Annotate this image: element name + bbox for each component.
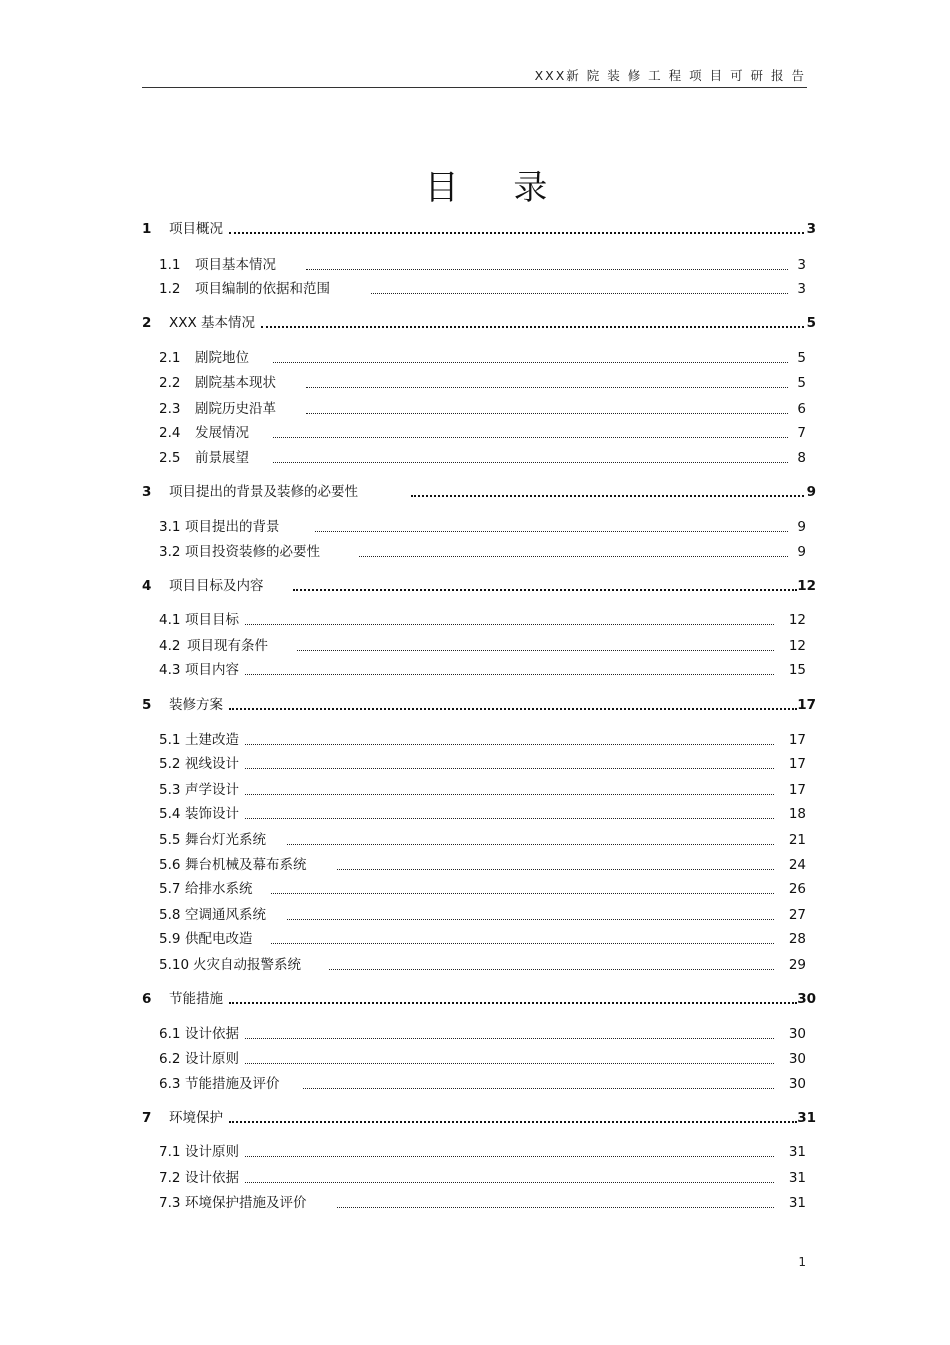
toc-leader: [306, 387, 788, 388]
toc-title: 土建改造: [185, 732, 239, 748]
toc-entry-7-2[interactable]: [159, 1167, 806, 1187]
toc-number: 5.8: [159, 907, 181, 923]
toc-title: 剧院历史沿革: [195, 401, 276, 417]
toc-leader: [337, 1207, 774, 1208]
toc-leader: [245, 1063, 774, 1064]
toc-leader: [245, 1182, 774, 1183]
toc-number: 7.2: [159, 1170, 181, 1186]
toc-number: 4.3: [159, 662, 181, 678]
toc-number: 5.7: [159, 881, 181, 897]
toc-page: 12: [788, 612, 806, 628]
toc-title: 项目概况: [169, 221, 223, 237]
toc-leader: [273, 437, 788, 438]
toc-entry-5-6[interactable]: [159, 854, 806, 874]
running-header: XXX新 院 装 修 工 程 项 目 可 研 报 告: [534, 68, 806, 83]
toc-entry-2-4[interactable]: [159, 422, 806, 442]
toc-leader: [245, 768, 774, 769]
toc-entry-2[interactable]: [142, 312, 816, 332]
toc-title: 项目目标: [185, 612, 239, 628]
toc-title: 项目编制的依据和范围: [195, 281, 330, 297]
toc-title: 前景展望: [195, 450, 249, 466]
toc-page: 24: [788, 857, 806, 873]
toc-page: 30: [788, 1026, 806, 1042]
toc-title: 节能措施及评价: [185, 1076, 280, 1092]
toc-leader: [245, 744, 774, 745]
toc-entry-4-2[interactable]: [159, 635, 806, 655]
toc-title: 项目基本情况: [195, 257, 276, 273]
toc-number: 7.3: [159, 1195, 181, 1211]
toc-leader: [245, 1038, 774, 1039]
toc-leader: [245, 624, 774, 625]
toc-page: 12: [788, 638, 806, 654]
toc-entry-4-3[interactable]: [159, 659, 806, 679]
toc-number: 4: [142, 578, 152, 594]
toc-page: 27: [788, 907, 806, 923]
toc-entry-5-9[interactable]: [159, 928, 806, 948]
toc-page: 17: [788, 782, 806, 798]
toc-leader: [371, 293, 788, 294]
toc-leader: [261, 326, 804, 328]
toc-number: 2: [142, 315, 152, 331]
toc-number: 7: [142, 1110, 152, 1126]
toc-entry-3[interactable]: [142, 481, 816, 501]
toc-page: 17: [788, 732, 806, 748]
toc-number: 5: [142, 697, 152, 713]
toc-number: 2.3: [159, 401, 181, 417]
toc-page: 8: [797, 450, 806, 466]
toc-leader: [287, 919, 774, 920]
toc-page: 9: [797, 544, 806, 560]
toc-number: 5.1: [159, 732, 181, 748]
toc-entry-5-8[interactable]: [159, 904, 806, 924]
toc-page: 21: [788, 832, 806, 848]
toc-entry-5-10[interactable]: [159, 954, 806, 974]
toc-leader: [337, 869, 774, 870]
toc-entry-3-2[interactable]: [159, 541, 806, 561]
toc-leader: [271, 943, 774, 944]
toc-leader: [329, 969, 774, 970]
toc-page: 31: [788, 1170, 806, 1186]
toc-leader: [303, 1088, 774, 1089]
toc-number: 5.4: [159, 806, 181, 822]
toc-number: 2.2: [159, 375, 181, 391]
toc-title: 项目现有条件: [187, 638, 268, 654]
toc-number: 6.3: [159, 1076, 181, 1092]
toc-entry-5-1[interactable]: [159, 729, 806, 749]
toc-page: 17: [797, 697, 816, 713]
toc-title: 发展情况: [195, 425, 249, 441]
toc-entry-1-2[interactable]: [159, 278, 806, 298]
toc-page: 15: [788, 662, 806, 678]
toc-page: 18: [788, 806, 806, 822]
toc-leader: [245, 674, 774, 675]
toc-leader: [273, 362, 788, 363]
toc-page: 3: [797, 281, 806, 297]
toc-entry-6-1[interactable]: [159, 1023, 806, 1043]
toc-title: 项目提出的背景: [185, 519, 280, 535]
toc-leader: [273, 462, 788, 463]
toc-number: 5.2: [159, 756, 181, 772]
toc-page: 6: [797, 401, 806, 417]
toc-title: 设计原则: [185, 1144, 239, 1160]
toc-number: 1.2: [159, 281, 181, 297]
toc-title: 空调通风系统: [185, 907, 266, 923]
toc-title: 设计依据: [185, 1170, 239, 1186]
toc-title: 环境保护: [169, 1110, 223, 1126]
toc-title: 节能措施: [169, 991, 223, 1007]
toc-page: 3: [797, 257, 806, 273]
toc-entry-5-2[interactable]: [159, 753, 806, 773]
toc-title: 项目内容: [185, 662, 239, 678]
toc-page: 30: [797, 991, 816, 1007]
toc-leader: [229, 1002, 797, 1004]
toc-entry-1[interactable]: [142, 218, 816, 238]
toc-leader: [245, 818, 774, 819]
toc-title: 环境保护措施及评价: [185, 1195, 307, 1211]
toc-entry-7-3[interactable]: [159, 1192, 806, 1212]
toc-leader: [287, 844, 774, 845]
toc-entry-7-1[interactable]: [159, 1141, 806, 1161]
toc-title: 项目目标及内容: [169, 578, 264, 594]
toc-leader: [271, 893, 774, 894]
toc-number: 6.2: [159, 1051, 181, 1067]
toc-entry-5-7[interactable]: [159, 878, 806, 898]
toc-page: 9: [797, 519, 806, 535]
toc-entry-5-3[interactable]: [159, 779, 806, 799]
toc-entry-1-1[interactable]: [159, 254, 806, 274]
toc-entry-6[interactable]: [142, 988, 816, 1008]
toc-title: 项目投资装修的必要性: [185, 544, 320, 560]
toc-title: 装修方案: [169, 697, 223, 713]
toc-entry-6-2[interactable]: [159, 1048, 806, 1068]
toc-leader: [229, 232, 804, 234]
toc-leader: [245, 794, 774, 795]
toc-leader: [359, 556, 788, 557]
toc-title: XXX 基本情况: [169, 315, 256, 331]
toc-title: 供配电改造: [185, 931, 253, 947]
toc-number: 4.2: [159, 638, 181, 654]
toc-number: 5.6: [159, 857, 181, 873]
toc-entry-3-1[interactable]: [159, 516, 806, 536]
toc-title: 声学设计: [185, 782, 239, 798]
header-rule: [142, 87, 807, 88]
toc-entry-2-1[interactable]: [159, 347, 806, 367]
toc-number: 5.3: [159, 782, 181, 798]
toc-page: 5: [797, 375, 806, 391]
toc-page: 30: [788, 1076, 806, 1092]
toc-number: 1: [142, 221, 152, 237]
toc-leader: [411, 495, 804, 497]
toc-title: 剧院基本现状: [195, 375, 276, 391]
toc-number: 7.1: [159, 1144, 181, 1160]
toc-number: 2.4: [159, 425, 181, 441]
toc-title: 给排水系统: [185, 881, 253, 897]
toc-leader: [315, 531, 788, 532]
toc-page: 9: [806, 484, 816, 500]
toc-number: 1.1: [159, 257, 181, 273]
toc-entry-2-2[interactable]: [159, 372, 806, 392]
toc-title: 剧院地位: [195, 350, 249, 366]
toc-page: 3: [806, 221, 816, 237]
toc-leader: [306, 269, 788, 270]
toc-number: 6: [142, 991, 152, 1007]
toc-title: 设计依据: [185, 1026, 239, 1042]
toc-page: 26: [788, 881, 806, 897]
toc-number: 3.2: [159, 544, 181, 560]
toc-title: 设计原则: [185, 1051, 239, 1067]
toc-entry-5-4[interactable]: [159, 803, 806, 823]
toc-leader: [245, 1156, 774, 1157]
toc-title: 视线设计: [185, 756, 239, 772]
toc-page: 28: [788, 931, 806, 947]
toc-entry-7[interactable]: [142, 1107, 816, 1127]
toc-leader: [293, 589, 797, 591]
toc-page: 17: [788, 756, 806, 772]
toc-leader: [229, 708, 797, 710]
toc-entry-4-1[interactable]: [159, 609, 806, 629]
toc-leader: [229, 1121, 797, 1123]
toc-entry-2-5[interactable]: [159, 447, 806, 467]
toc-page: 31: [788, 1144, 806, 1160]
toc-page: 7: [797, 425, 806, 441]
toc-page: 29: [788, 957, 806, 973]
toc-page: 30: [788, 1051, 806, 1067]
toc-page: 5: [806, 315, 816, 331]
toc-number: 2.1: [159, 350, 181, 366]
toc-entry-5[interactable]: [142, 694, 816, 714]
toc-number: 5.9: [159, 931, 181, 947]
toc-title: 舞台灯光系统: [185, 832, 266, 848]
toc-page: 5: [797, 350, 806, 366]
page-number: 1: [798, 1255, 806, 1269]
toc-page: 12: [797, 578, 816, 594]
toc-number: 5.5: [159, 832, 181, 848]
toc-title: 装饰设计: [185, 806, 239, 822]
toc-entry-4[interactable]: [142, 575, 816, 595]
toc-entry-6-3[interactable]: [159, 1073, 806, 1093]
toc-number: 6.1: [159, 1026, 181, 1042]
toc-page: 31: [788, 1195, 806, 1211]
toc-leader: [297, 650, 774, 651]
toc-number: 3.1: [159, 519, 181, 535]
page-title: 目 录: [424, 168, 570, 208]
toc-leader: [306, 413, 788, 414]
toc-number: 2.5: [159, 450, 181, 466]
toc-number: 3: [142, 484, 152, 500]
toc-number: 4.1: [159, 612, 181, 628]
toc-title: 火灾自动报警系统: [193, 957, 301, 973]
toc-page: 31: [797, 1110, 816, 1126]
toc-entry-5-5[interactable]: [159, 829, 806, 849]
toc-title: 舞台机械及幕布系统: [185, 857, 307, 873]
toc-title: 项目提出的背景及装修的必要性: [169, 484, 358, 500]
toc-entry-2-3[interactable]: [159, 398, 806, 418]
toc-number: 5.10: [159, 957, 190, 973]
